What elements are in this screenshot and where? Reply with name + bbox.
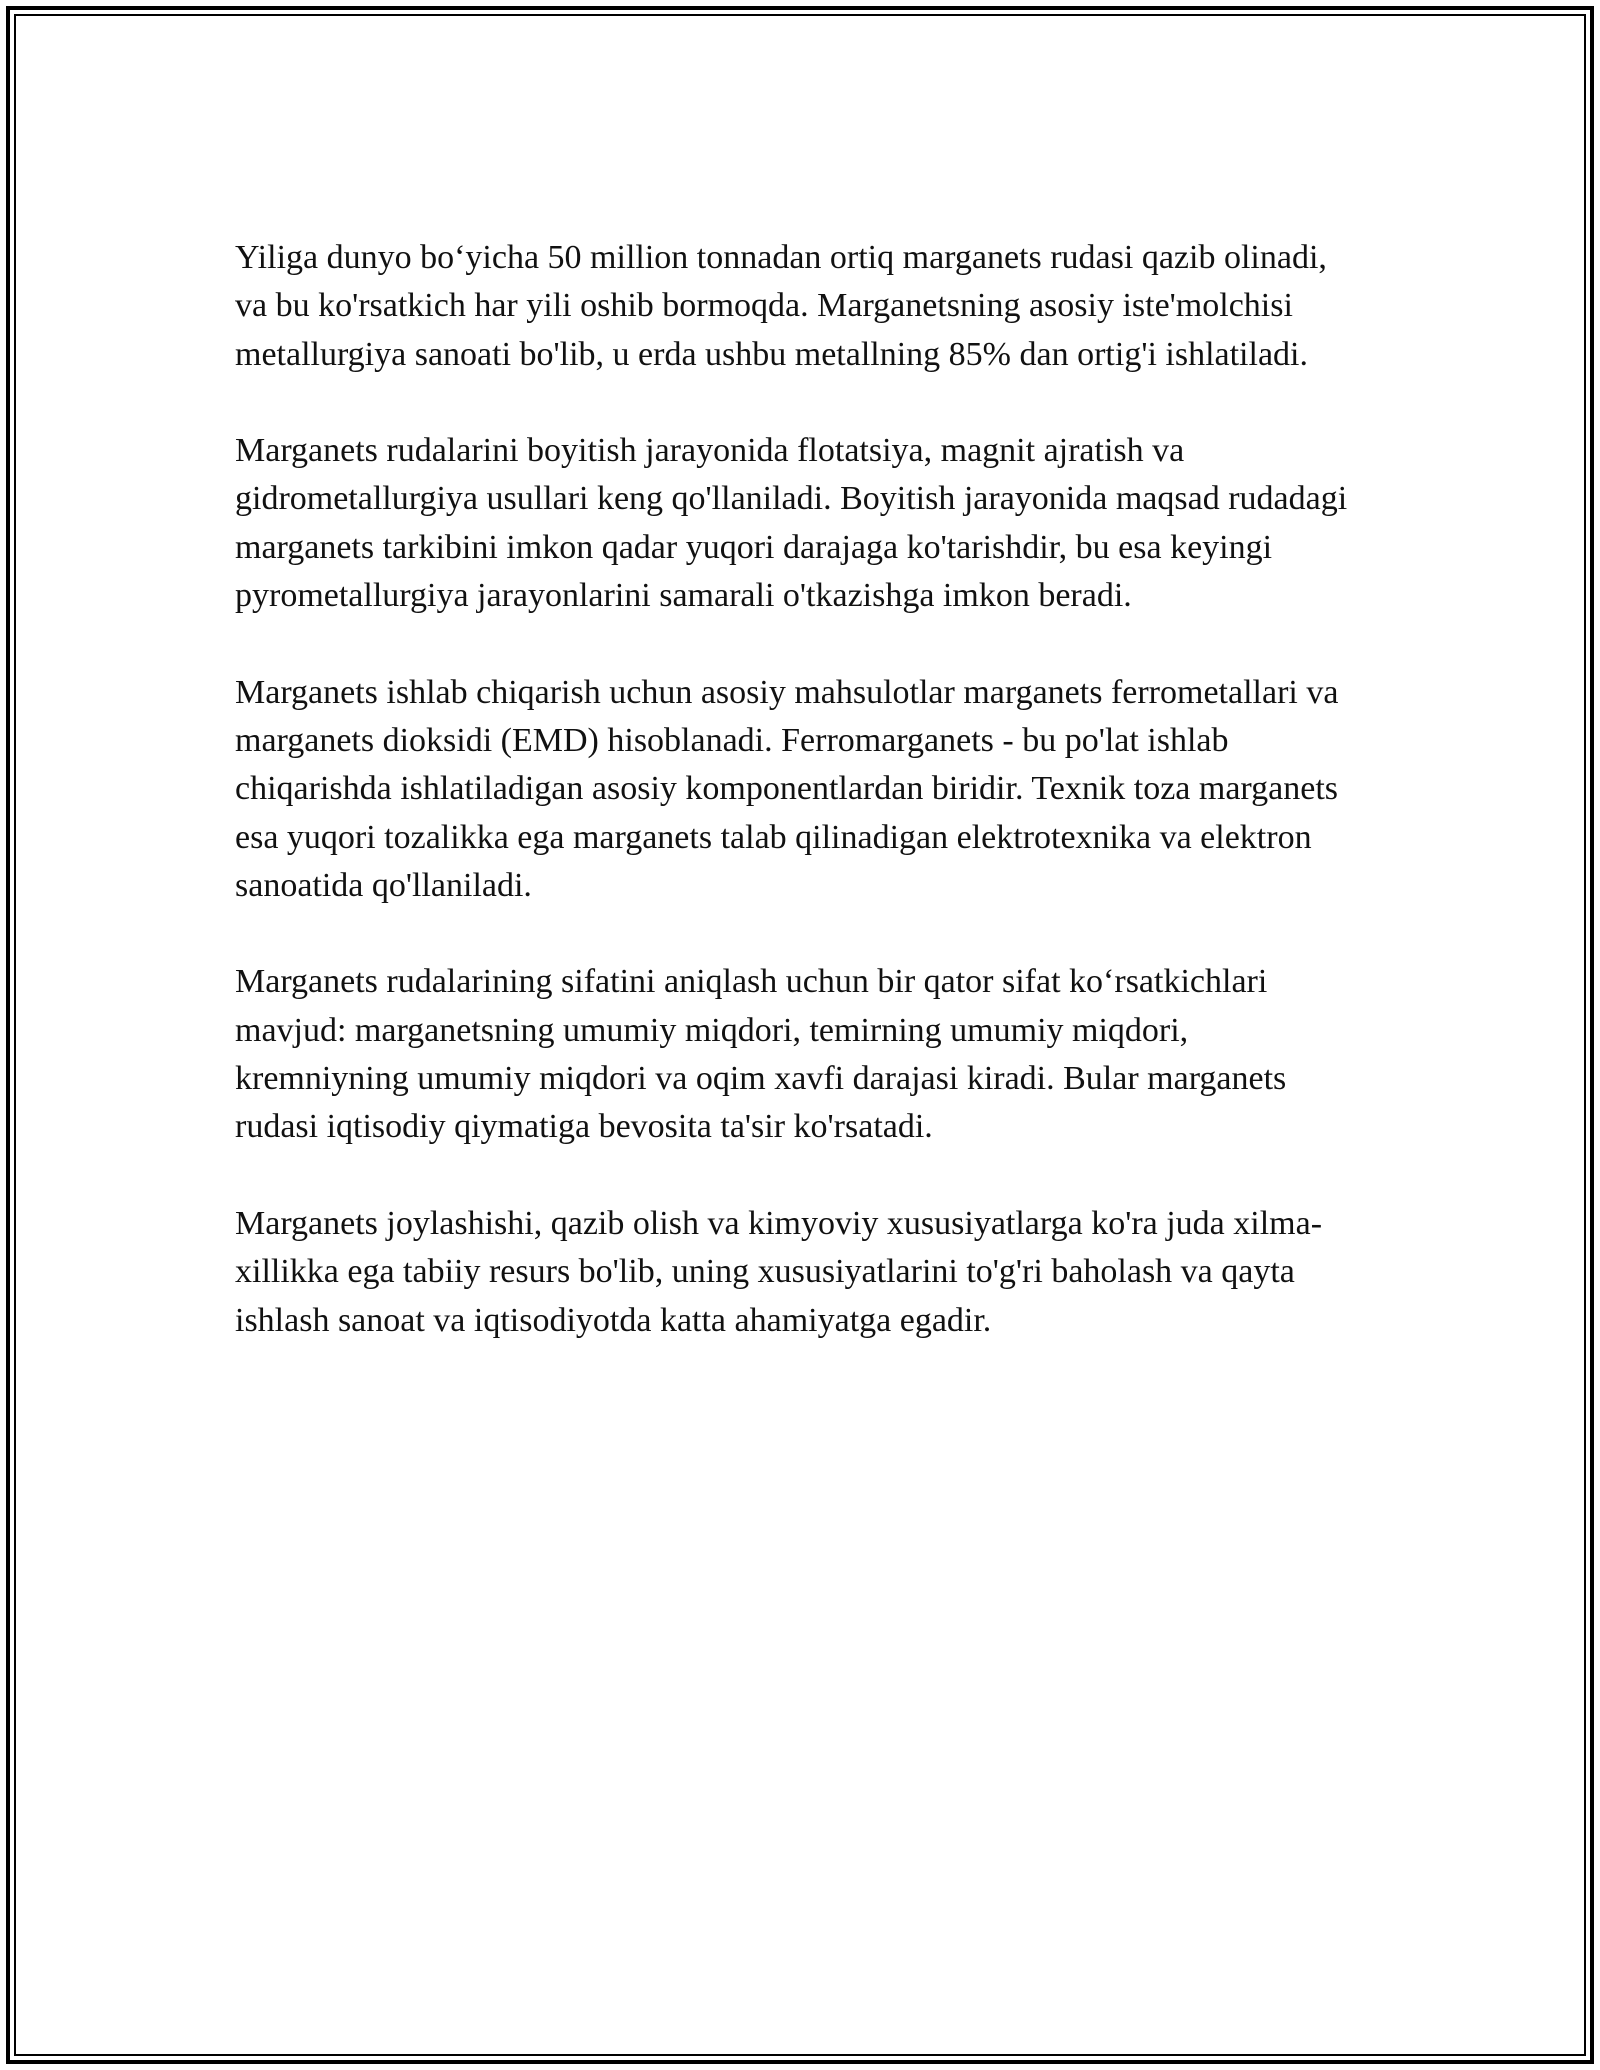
paragraph-2: Marganets rudalarini boyitish jarayonida flotatsiya, magnit ajratish va gidrometallurgiya usullari keng qo'llaniladi. Boyitish jarayonida maqsad rudadagi marganets tarkibini imkon qadar yuqori darajaga ko'tarishdir, bu esa keyingi pyrometallurgiya jarayonlarini samarali o'tkazishga imkon beradi. — [235, 432, 1348, 615]
paragraph-4: Marganets rudalarining sifatini aniqlash uchun bir qator sifat ko‘rsatkichlari mavjud: marganetsning umumiy miqdori, temirning umumiy miqdori, kremniyning umumiy miqdori va oqim xavfi darajasi kiradi. Bular marganets rudasi iqtisodiy qiymatiga bevosita ta'sir ko'rsatadi. — [235, 963, 1287, 1146]
document-body — [235, 234, 1365, 1393]
paragraph-3: Marganets ishlab chiqarish uchun asosiy mahsulotlar marganets ferrometallari va marganets dioksidi (EMD) hisoblanadi. Ferromarganets - bu po'lat ishlab chiqarishda ishlatiladigan asosiy komponentlardan biridir. Texnik toza marganets esa yuqori tozalikka ega marganets talab qilinadigan elektrotexnika va elektron sanoatida qo'llaniladi. — [235, 673, 1339, 904]
paragraph-5: Marganets joylashishi, qazib olish va kimyoviy xususiyatlarga ko'ra juda xilma-xillikka ega tabiiy resurs bo'lib, uning xususiyatlarini to'g'ri baholash va qayta ishlash sanoat va iqtisodiyotda katta ahamiyatga egadir. — [235, 1204, 1323, 1339]
paragraph-1: Yiliga dunyo bo‘yicha 50 million tonnadan ortiq marganets rudasi qazib olinadi, va bu ko'rsatkich har yili oshib bormoqda. Marganetsning asosiy iste'molchisi metallurgiya sanoati bo'lib, u erda ushbu metallning 85% dan ortig'i ishlatiladi. — [235, 239, 1327, 373]
